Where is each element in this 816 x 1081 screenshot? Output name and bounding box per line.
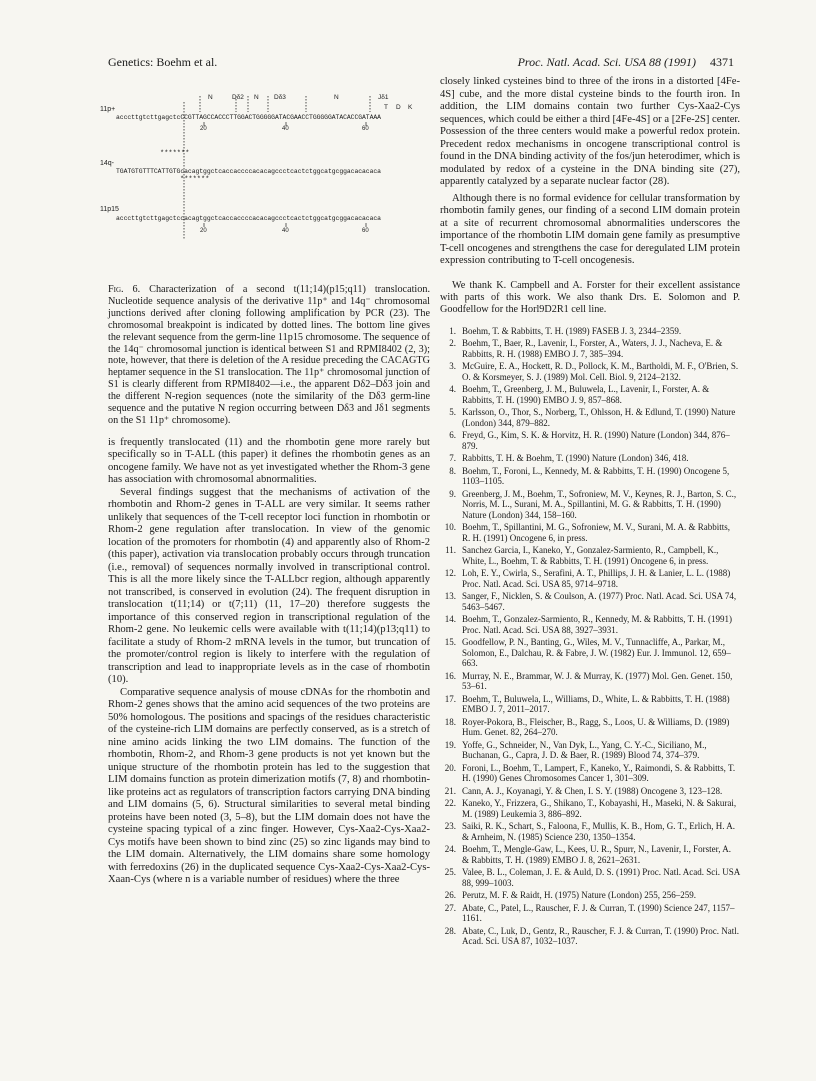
reference-item xyxy=(440,326,740,337)
reference-item xyxy=(440,903,740,924)
stars-bottom: ******* xyxy=(180,176,210,184)
reference-item xyxy=(440,568,740,589)
reference-text: Abate, C., Patel, L., Rauscher, F. J. & Curran, T. (1990) Science 247, 1157–1161. xyxy=(462,902,735,924)
reference-number: 25. xyxy=(444,867,456,878)
reference-number: 16. xyxy=(444,670,456,681)
reference-number: 26. xyxy=(444,890,456,901)
reference-text: Greenberg, J. M., Boehm, T., Sofroniew, M. V., Keynes, R. J., Barton, S. C., Norris, M. L., Surani, M. A., Spillantini, M. G. & Rabbitts, T. H. (1990) Nature (London) 344, 158–160. xyxy=(462,488,737,520)
reference-list xyxy=(440,326,740,947)
running-header xyxy=(108,55,734,71)
reference-text: Rabbitts, T. H. & Boehm, T. (1990) Nature (London) 346, 418. xyxy=(462,453,689,464)
marker-n2: N xyxy=(254,94,259,101)
reference-item xyxy=(440,821,740,842)
reference-item xyxy=(440,489,740,521)
reference-item xyxy=(440,637,740,669)
row-label-11p15: 11p15 xyxy=(100,206,119,213)
reference-item xyxy=(440,407,740,428)
reference-item xyxy=(440,430,740,451)
sequence-11p-plus: acccttgtcttgagctcCCGTTAGCCACCCTTGGACTGGGGGATACGAACCTGGGGGATACACCGATAAA xyxy=(116,114,381,121)
reference-number: 21. xyxy=(444,785,456,796)
reference-text: Royer-Pokora, B., Fleischer, B., Ragg, S., Loos, U. & Williams, D. (1989) Hum. Genet. 82, 264–270. xyxy=(462,716,730,738)
figure-6-sequence xyxy=(100,92,430,280)
header-journal-page xyxy=(518,55,734,70)
reference-item xyxy=(440,384,740,405)
reference-text: Boehm, T., Mengle-Gaw, L., Kees, U. R., Spurr, N., Lavenir, I., Forster, A. & Rabbitts, T. H. (1989) EMBO J. 8, 2621–2631. xyxy=(462,844,731,865)
reference-text: Boehm, T., Gonzalez-Sarmiento, R., Kennedy, M. & Rabbitts, T. H. (1991) Proc. Natl. Acad. Sci. USA 88, 3927–3931. xyxy=(462,614,732,635)
reference-text: Boehm, T., Greenberg, J. M., Buluwela, L., Lavenir, I., Forster, A. & Rabbitts, T. H. (1990) EMBO J. 9, 857–868. xyxy=(462,384,710,405)
reference-text: Cann, A. J., Koyanagi, Y. & Chen, I. S. Y. (1988) Oncogene 3, 123–128. xyxy=(462,785,723,796)
reference-number: 13. xyxy=(444,591,456,602)
caption-text: Characterization of a second t(11;14)(p15;q11) translocation. Nucleotide sequence analysis of the derivative 11p⁺ and 14q⁻ chromosomal junctions derived after cloning following amplification by PCR (23). The chromosomal breakpoint is indicated by dotted lines. The bottom line gives the relevant sequence from the germ-line 11p15 chromosome. The sequence of the 14q⁻ chromosomal junction is identical between S1 and RPMI8402 (2, 3); note, however, that there is deletion of the A residue preceding the CACAGTG heptamer sequence in the S1 translocation. The 11p⁺ chromosomal junction of S1 is clearly different from RPMI8402—i.e., the apparent Dδ2–Dδ3 join and the different N-region sequences (note the similarity of the Dδ3 germ-line sequence and the putative N region occurring between Dδ3 and Jδ1 segments on the S1 11p⁺ chromosome). xyxy=(108,284,430,426)
sequence-14q-minus: TGATGTGTTTCATTGTGcacagtggctcaccaccccacacagccctcactctggcatgcggacacacaca xyxy=(116,168,381,175)
reference-number: 11. xyxy=(445,545,456,556)
tick-60-a: 60 xyxy=(362,126,369,132)
tick-40-a: 40 xyxy=(282,126,289,132)
reference-number: 5. xyxy=(449,407,456,418)
reference-number: 8. xyxy=(449,465,456,476)
reference-text: Loh, E. Y., Cwirla, S., Serafini, A. T., Phillips, J. H. & Lanier, L. L. (1988) Proc. Natl. Acad. Sci. USA 85, 9714–9718. xyxy=(462,568,731,589)
marker-k: K xyxy=(408,104,413,111)
marker-d: D xyxy=(396,104,401,111)
reference-number: 18. xyxy=(444,716,456,727)
reference-text: Yoffe, G., Schneider, N., Van Dyk, L., Yang, C. Y.-C., Siciliano, M., Buchanan, G., Capra, J. D. & Baer, R. (1989) Blood 74, 374–379. xyxy=(462,739,707,761)
reference-item xyxy=(440,740,740,761)
reference-text: Perutz, M. F. & Raidt, H. (1975) Nature (London) 255, 256–259. xyxy=(462,890,696,901)
reference-text: Kaneko, Y., Frizzera, G., Shikano, T., Kobayashi, H., Maseki, N. & Sakurai, M. (1989) Leukemia 3, 886–892. xyxy=(462,798,737,819)
reference-item xyxy=(440,926,740,947)
reference-number: 15. xyxy=(444,637,456,648)
tick-20-b: 20 xyxy=(200,228,207,234)
reference-item xyxy=(440,545,740,566)
reference-text: Sanger, F., Nicklen, S. & Coulson, A. (1977) Proc. Natl. Acad. Sci. USA 74, 5463–5467. xyxy=(462,591,737,612)
marker-d3: Dδ3 xyxy=(274,94,286,101)
reference-item xyxy=(440,338,740,359)
reference-item xyxy=(440,361,740,382)
reference-number: 17. xyxy=(444,693,456,704)
reference-number: 1. xyxy=(449,325,456,336)
reference-text: McGuire, E. A., Hockett, R. D., Pollock, K. M., Bartholdi, M. F., O'Brien, S. O. & Korsmeyer, S. J. (1989) Mol. Cell. Biol. 9, 2124–2132. xyxy=(462,361,739,382)
reference-item xyxy=(440,614,740,635)
reference-text: Freyd, G., Kim, S. K. & Horvitz, H. R. (1990) Nature (London) 344, 876–879. xyxy=(462,430,730,451)
reference-number: 7. xyxy=(449,453,456,464)
sequence-11p15: acccttgtcttgagctccacagtggctcaccaccccacacagccctcactctggcatgcggacacacaca xyxy=(116,215,381,222)
tick-20-a: 20 xyxy=(200,126,207,132)
figure-caption xyxy=(108,284,430,427)
reference-text: Foroni, L., Boehm, T., Lampert, F., Kaneko, Y., Raimondi, S. & Rabbitts, T. H. (1990) Genes Chromosomes Cancer 1, 301–309. xyxy=(462,762,736,784)
right-column xyxy=(440,76,740,949)
reference-number: 20. xyxy=(444,762,456,773)
reference-number: 24. xyxy=(444,844,456,855)
paragraph-2: Several findings suggest that the mechanisms of activation of the rhombotin and Rhom-2 genes in T-ALL are very similar. It seems rather unlikely that sequences of the T-cell receptor loci function in rhombotin or Rhom-2 gene regulation after translocation. In view of the genomic location of the promoters for rhombotin (4) and apparently also of Rhom-2 (this paper), activation via translocation probably occurs through truncation (i.e., removal) of sequences normally involved in transcriptional control. This is all the more likely since the T-ALLbcr region, although apparently not transcribed, is conserved in evolution (24). The frequent disruption in translocation t(11;14) or t(7;11) (11, 17–20) therefore suggests the importance of this conserved region in transcriptional regulation of the Rhom-2 gene. No leukemic cells were available with t(11;14)(p13;q11) to facilitate a study of Rhom-2 mRNA levels in the tumor, but truncation of the promoter/control region is likely to interfere with the regulation of transcription and lead to inappropriate levels as in the case of rhombotin (10). xyxy=(108,486,430,686)
reference-text: Valee, B. L., Coleman, J. E. & Auld, D. S. (1991) Proc. Natl. Acad. Sci. USA 88, 999–1003. xyxy=(462,867,740,888)
reference-text: Boehm, T., Buluwela, L., Williams, D., White, L. & Rabbitts, T. H. (1988) EMBO J. 7, 2011–2017. xyxy=(462,693,730,715)
reference-number: 2. xyxy=(449,338,456,349)
reference-item xyxy=(440,798,740,819)
marker-d2: Dδ2 xyxy=(232,94,244,101)
reference-text: Murray, N. E., Brammar, W. J. & Murray, K. (1977) Mol. Gen. Genet. 150, 53–61. xyxy=(462,670,733,692)
header-section: Genetics: Boehm et al. xyxy=(108,55,218,69)
reference-number: 27. xyxy=(444,902,456,913)
reference-text: Boehm, T., Foroni, L., Kennedy, M. & Rabbitts, T. H. (1990) Oncogene 5, 1103–1105. xyxy=(462,465,730,487)
reference-item xyxy=(440,591,740,612)
reference-text: Karlsson, O., Thor, S., Norberg, T., Ohlsson, H. & Edlund, T. (1990) Nature (London) 344, 879–882. xyxy=(462,407,736,428)
reference-number: 4. xyxy=(449,384,456,395)
paragraph-1: is frequently translocated (11) and the rhombotin gene more rarely but specifically so in T-ALL (this paper) it defines the rhombotin genes as an oncogene family. We have not as yet investigated whether the Rhom-3 gene has association with chromosomal abnormalities. xyxy=(108,436,430,486)
reference-number: 6. xyxy=(449,430,456,441)
reference-item xyxy=(440,522,740,543)
reference-item xyxy=(440,867,740,888)
marker-j1: Jδ1 xyxy=(378,94,389,101)
reference-number: 10. xyxy=(444,522,456,533)
page-number: 4371 xyxy=(710,55,734,69)
stars-top: ******* xyxy=(160,150,190,158)
reference-number: 3. xyxy=(449,361,456,372)
left-body-text xyxy=(108,437,430,887)
acknowledgment: We thank K. Campbell and A. Forster for their excellent assistance with parts of this work. We also thank Drs. E. Solomon and P. Goodfellow for the Horl9D2R1 cell line. xyxy=(440,279,740,315)
reference-item xyxy=(440,453,740,464)
reference-item xyxy=(440,786,740,797)
reference-item xyxy=(440,466,740,487)
reference-text: Goodfellow, P. N., Banting, G., Wiles, M. V., Tunnacliffe, A., Parkar, M., Solomon, E., Dalchau, R. & Fabre, J. W. (1982) Eur. J. Immunol. 12, 659–663. xyxy=(462,637,731,669)
reference-item xyxy=(440,671,740,692)
paragraph-3: Comparative sequence analysis of mouse cDNAs for the rhombotin and Rhom-2 genes shows that the amino acid sequences of the two proteins are 50% homologous. The positions and spacings of the residues characteristic of the cysteine-rich LIM domains are perfectly conserved, as is a stretch of nine amino acids linking the two LIM domains. The function of the rhombotin, Rhom-2, and Rhom-3 gene products is not yet known but the unique structure of the rhombotin protein has led to the suggestion that LIM domains function as protein dimerization motifs (7, 8) and rhombotin-like proteins act as regulators of transcription factors carrying DNA binding and LIM domains (5, 6). Structural similarities to several metal binding proteins have been noted (3, 5–8), but the LIM domain does not have the cysteine spacing typical of a zinc finger. However, Cys-Xaa2-Cys-Xaa2-Cys motifs have been shown to bind zinc (25) so zinc ligands may bind to the LIM domain. Alternatively, the LIM domains share some homology with ferredoxins (26) in the duplicated sequence Cys-Xaa2-Cys-Xaa2-Cys-Xaan-Cys (where n is a variable number of residues) where the three xyxy=(108,686,430,886)
reference-text: Boehm, T. & Rabbitts, T. H. (1989) FASEB J. 3, 2344–2359. xyxy=(462,325,682,336)
figure-number: Fig. 6. xyxy=(108,284,141,295)
right-body-text xyxy=(440,76,740,268)
reference-text: Boehm, T., Baer, R., Lavenir, I., Forster, A., Waters, J. J., Nacheva, E. & Rabbitts, R. H. (1988) EMBO J. 7, 385–394. xyxy=(462,338,723,359)
reference-number: 28. xyxy=(444,925,456,936)
reference-item xyxy=(440,763,740,784)
reference-number: 9. xyxy=(449,488,456,499)
reference-number: 19. xyxy=(444,739,456,750)
reference-item xyxy=(440,717,740,738)
journal-citation: Proc. Natl. Acad. Sci. USA 88 (1991) xyxy=(517,55,696,69)
reference-number: 12. xyxy=(444,568,456,579)
reference-number: 23. xyxy=(444,821,456,832)
marker-n3: N xyxy=(334,94,339,101)
paragraph-5: Although there is no formal evidence for cellular transformation by rhombotin family genes, our finding of a second LIM domain protein at a site of recurrent chromosomal abnormalities underscores the importance of the rhombotin LIM domain gene family as presumptive T-cell oncogenes and strengthens the case for deregulated LIM protein expression contributing to T-cell oncogenesis. xyxy=(440,192,740,266)
reference-item xyxy=(440,694,740,715)
reference-text: Boehm, T., Spillantini, M. G., Sofroniew, M. V., Surani, M. A. & Rabbitts, R. H. (1991) Oncogene 6, in press. xyxy=(462,522,731,543)
reference-text: Sanchez Garcia, I., Kaneko, Y., Gonzalez-Sarmiento, R., Campbell, K., White, L., Boehm, T. & Rabbitts, T. H. (1991) Oncogene 6, in press. xyxy=(462,545,719,566)
reference-text: Saiki, R. K., Schart, S., Faloona, F., Mullis, K. B., Hom, G. T., Erlich, H. A. & Arnheim, N. (1985) Science 230, 1350–1354. xyxy=(462,821,735,842)
reference-number: 22. xyxy=(444,798,456,809)
left-column xyxy=(100,92,430,887)
marker-t: T xyxy=(384,104,388,111)
reference-text: Abate, C., Luk, D., Gentz, R., Rauscher, F. J. & Curran, T. (1990) Proc. Natl. Acad. Sci. USA 87, 1032–1037. xyxy=(462,925,740,947)
reference-number: 14. xyxy=(444,614,456,625)
tick-40-b: 40 xyxy=(282,228,289,234)
reference-item xyxy=(440,890,740,901)
paragraph-4: closely linked cysteines bind to three of the irons in a distorted [4Fe-4S] cube, and the more distal cysteine binds to the fourth iron. In addition, the LIM domains contain two further Cys-Xaa2-Cys sequences, which could be either a third [4Fe-4S] or a [2Fe-2S] center. Possession of the three centers would make a powerful redox protein. Precedent redox mechanisms in oncogene transcriptional control is found in the DNA binding activity of the fos/jun heterodimer, which is modulated by redox of a cysteine in the DNA binding site (27), apparently catalyzed by a separate nuclear factor (28). xyxy=(440,76,740,187)
marker-n1: N xyxy=(208,94,213,101)
tick-60-b: 60 xyxy=(362,228,369,234)
row-label-11p-plus: 11p+ xyxy=(100,106,116,113)
reference-item xyxy=(440,844,740,865)
row-label-14q-minus: 14q- xyxy=(100,160,115,167)
